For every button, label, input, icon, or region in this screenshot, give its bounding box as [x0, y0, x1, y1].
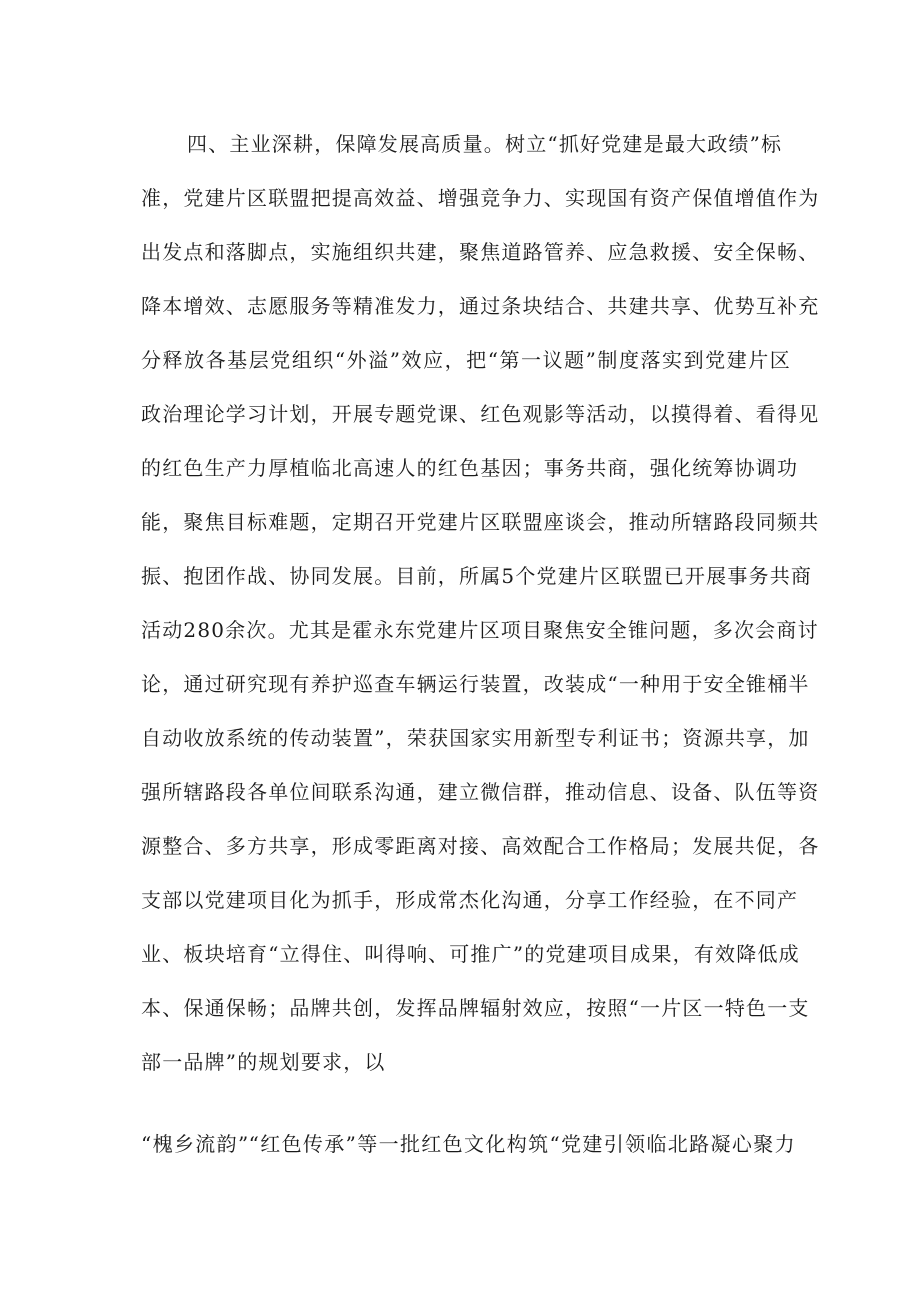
paragraph-line-13: 强所辖路段各单位间联系沟通，建立微信群，推动信息、设备、队伍等资 [141, 780, 820, 804]
paragraph-line-9: 振、抱团作战、协同发展。目前，所属5个党建片区联盟已开展事务共商 [141, 564, 813, 588]
paragraph-line-3: 出发点和落脚点，实施组织共建，聚焦道路管养、应急救援、安全保畅、 [141, 240, 820, 264]
paragraph-line-6: 政治理论学习计划，开展专题党课、红色观影等活动，以摸得着、看得见 [141, 402, 820, 426]
paragraph-line-18: 部一品牌”的规划要求，以 [141, 1050, 386, 1074]
paragraph-line-12: 自动收放系统的传动装置”，荣获国家实用新型专利证书；资源共享，加 [141, 726, 810, 750]
paragraph-line-8: 能，聚焦目标难题，定期召开党建片区联盟座谈会，推动所辖路段同频共 [141, 510, 820, 534]
paragraph-line-19: “槐乡流韵”“红色传承”等一批红色文化构筑“党建引领临北路凝心聚力 [141, 1132, 795, 1156]
paragraph-line-5: 分释放各基层党组织“外溢”效应，把“第一议题”制度落实到党建片区 [141, 348, 791, 372]
paragraph-line-10: 活动280余次。尤其是霍永东党建片区项目聚焦安全锥问题，多次会商讨 [141, 618, 819, 642]
paragraph-line-16: 业、板块培育“立得住、叫得响、可推广”的党建项目成果，有效降低成 [141, 942, 800, 966]
paragraph-line-17: 本、保通保畅；品牌共创，发挥品牌辐射效应，按照“一片区一特色一支 [141, 996, 810, 1020]
paragraph-line-7: 的红色生产力厚植临北高速人的红色基因；事务共商，强化统筹协调功 [141, 456, 799, 480]
paragraph-line-15: 支部以党建项目化为抓手，形成常杰化沟通，分享工作经验，在不同产 [141, 888, 799, 912]
paragraph-line-11: 论，通过研究现有养护巡查车辆运行装置，改装成“一种用于安全锥桶半 [141, 672, 810, 696]
paragraph-line-2: 准，党建片区联盟把提高效益、增强竞争力、实现国有资产保值增值作为 [141, 186, 820, 210]
paragraph-line-4: 降本增效、志愿服务等精准发力，通过条块结合、共建共享、优势互补充 [141, 294, 820, 318]
paragraph-line-14: 源整合、多方共享，形成零距离对接、高效配合工作格局；发展共促，各 [141, 834, 820, 858]
paragraph-line-1: 四、主业深耕，保障发展高质量。树立“抓好党建是最大政绩”标 [187, 132, 783, 156]
